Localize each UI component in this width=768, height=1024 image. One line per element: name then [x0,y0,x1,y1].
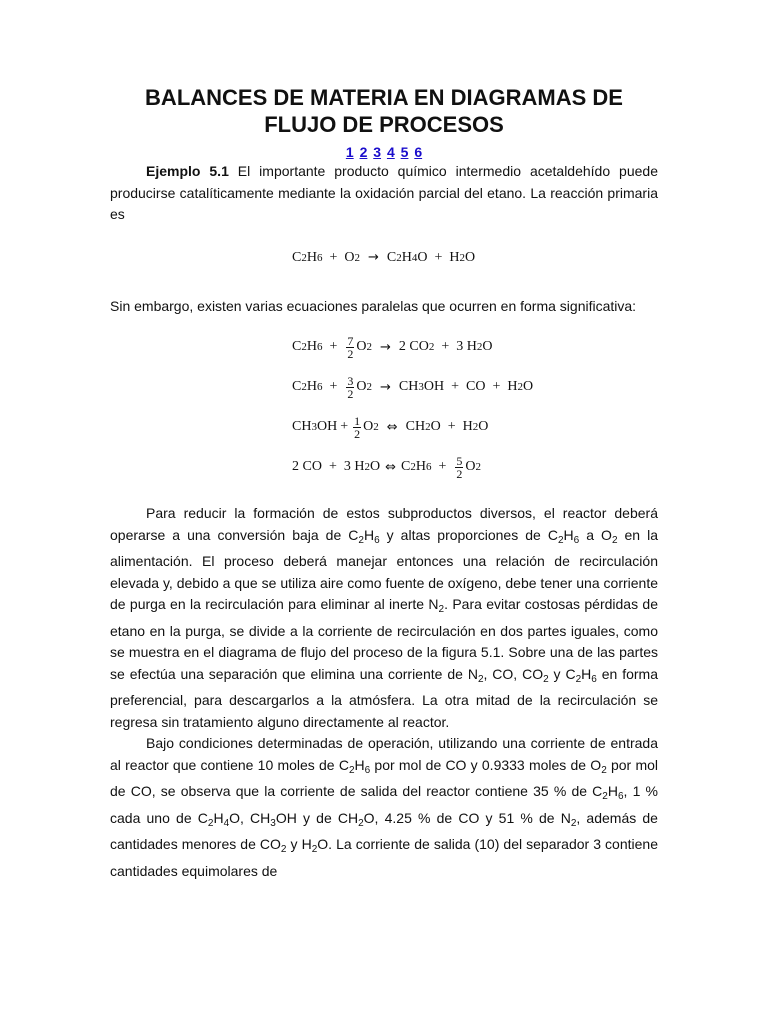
page-link-2[interactable]: 2 [359,144,368,160]
page-title [110,84,658,138]
page-link-5[interactable]: 5 [400,144,409,160]
equation-primary: C 2 H 6 + O 2 → C 2 H 4 O + H 2 O [292,249,476,265]
page-link-6[interactable]: 6 [414,144,423,160]
fraction-7-2: $\frac{7}{2}$ [347,333,354,361]
page-links [110,144,658,160]
intro-paragraph [110,161,658,226]
example-label: Ejemplo 5.1 [146,163,229,179]
equation-3: CH 3 OH + $\frac{1}{2}$ O 2 ⇔ CH 2 O + H 2 O [292,413,489,441]
equation-1: C 2 H 6 + $\frac{7}{2}$ O 2 → 2 CO 2 + 3 H 2 O [292,333,493,361]
intro-text: El importante producto químico intermedio acetaldehído puede producirse catalíticamente mediante la oxidación parcial del etano. La reacción primaria es [110,163,658,222]
paragraph-operating-conditions: Bajo condiciones determinadas de operación, utilizando una corriente de entrada al reactor que contiene 10 moles de $C_2H_6$ por mol de CO y 0.9333 moles de $O_2$ por mol de CO, se observa que la corriente de salida del reactor contiene 35 % de $C_2H_6$, 1 % cada uno de $C_2H_4O$, $CH_3OH$ y de $CH_2O$, 4.25 % de CO y 51 % de $N_2$, además de cantidades menores de $CO_2$ y $H_2O$. La corriente de salida (10) del separador 3 contiene cantidades equimolares de [110,735,659,879]
document-page [110,84,658,882]
title-line-2: FLUJO DE PROCESOS [264,112,504,137]
equation-2: C 2 H 6 + $\frac{3}{2}$ O 2 → CH 3 OH + CO + H 2 O [292,373,534,401]
fraction-1-2: $\frac{1}{2}$ [354,413,361,441]
title-line-1: BALANCES DE MATERIA EN DIAGRAMAS DE [145,85,623,110]
page-link-4[interactable]: 4 [386,144,395,160]
equation-4: 2 CO + 3 H 2 O ⇔ C 2 H 6 + $\frac{5}{2}$ O 2 [292,453,482,481]
page-link-3[interactable]: 3 [373,144,382,160]
parallel-intro: Sin embargo, existen varias ecuaciones paralelas que ocurren en forma significativa: [110,297,637,314]
paragraph-recirculation: Para reducir la formación de estos subproductos diversos, el reactor deberá operarse a una conversión baja de $C_2H_6$ y altas proporciones de $C_2H_6$ a $O_2$ en la alimentación. El proceso deberá manejar entonces una relación de recirculación elevada y, debido a que se utiliza aire como fuente de oxígeno, debe tener una corriente de purga en la recirculación para eliminar al inerte $N_2$. Para evitar costosas pérdidas de etano en la purga, se divide a la corriente de recirculación en dos partes iguales, como se muestra en el diagrama de flujo del proceso de la figura 5.1. Sobre una de las partes se efectúa una separación que elimina una corriente de $N_2$, CO, $CO_2$ y $C_2H_6$ en forma preferencial, para descargarlos a la atmósfera. La otra mitad de la recirculación se regresa sin tratamiento alguno directamente al reactor. [110,505,659,730]
fraction-3-2: $\frac{3}{2}$ [347,373,354,401]
fraction-5-2: $\frac{5}{2}$ [456,453,463,481]
page-link-1[interactable]: 1 [345,144,354,160]
